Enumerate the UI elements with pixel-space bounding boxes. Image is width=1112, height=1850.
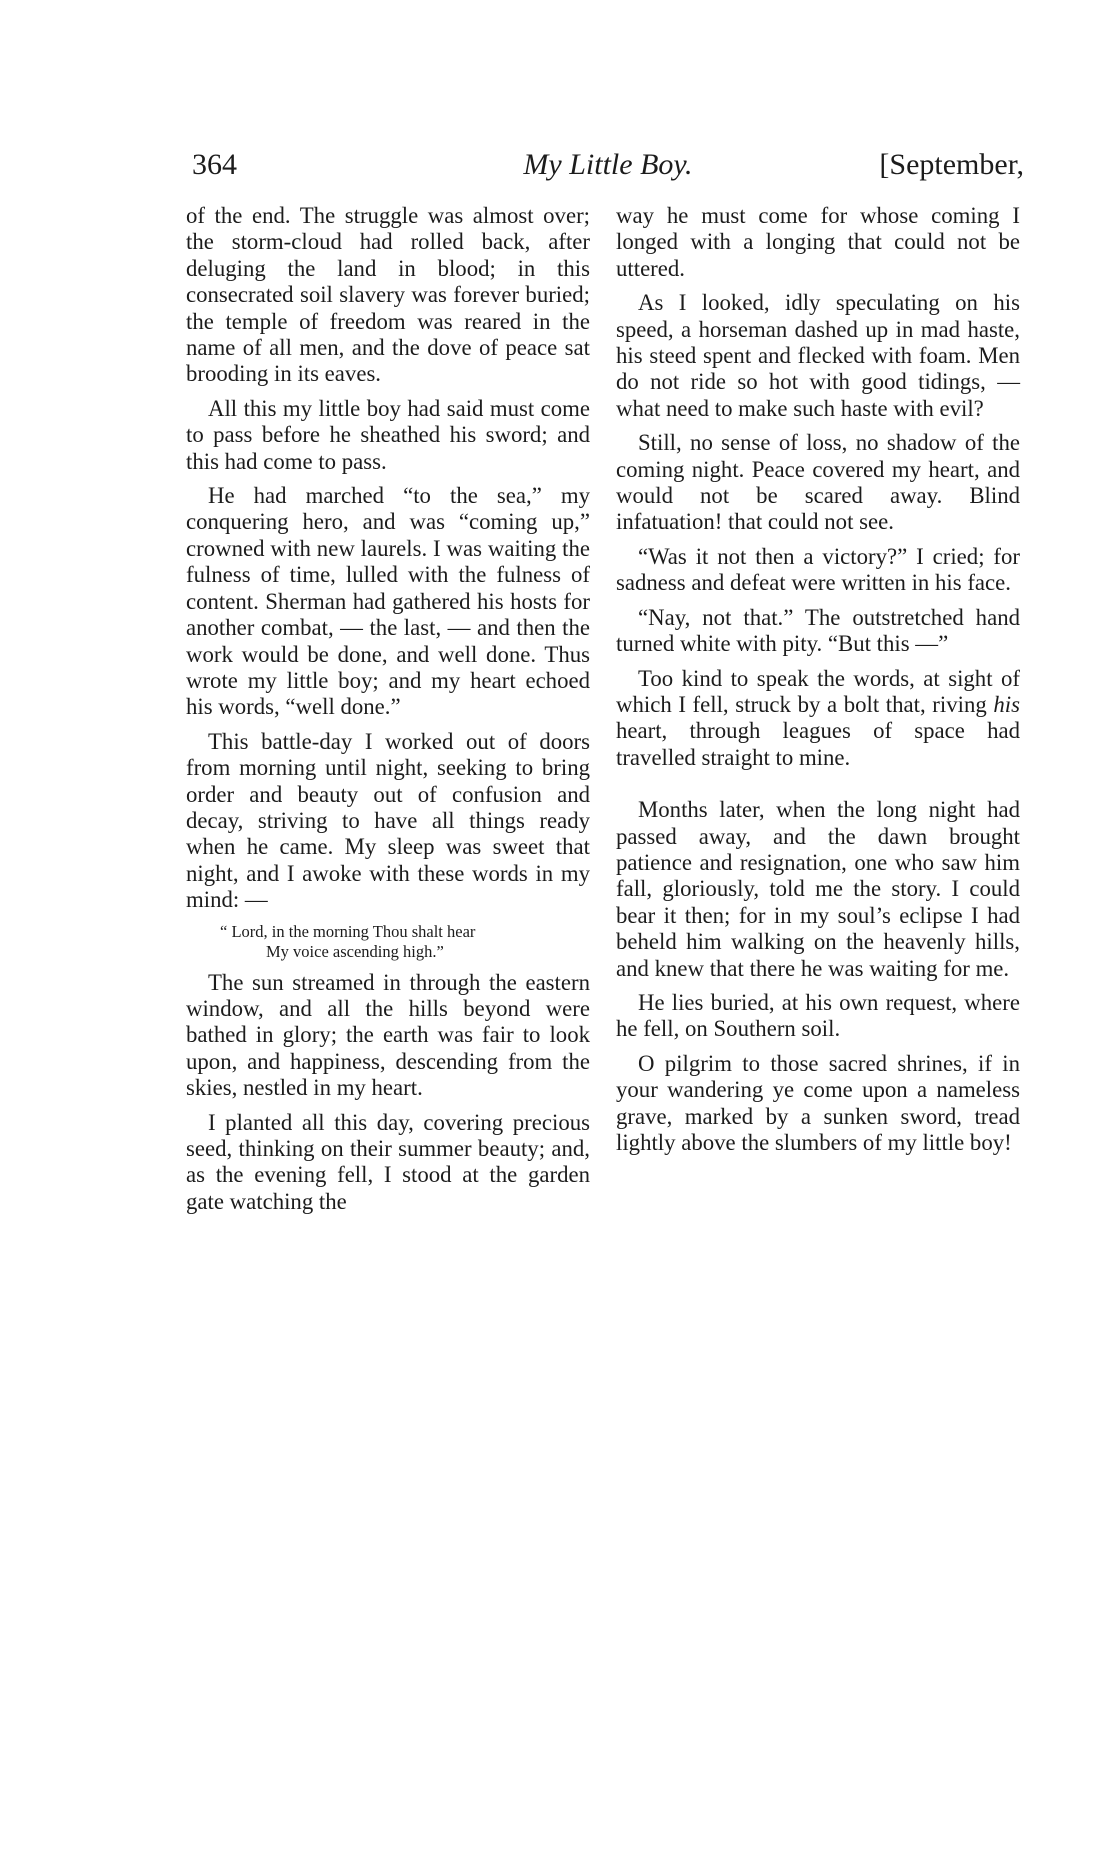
paragraph: O pilgrim to those sacred shrines, if in your wandering ye come upon a nameless grave, marked by a sunken sword, tread lightly above the slumbers of my little boy! — [616, 1050, 1020, 1155]
paragraph: He lies buried, at his own request, where he fell, on Southern soil. — [616, 989, 1020, 1042]
emphasis: his — [993, 691, 1020, 717]
page-header — [192, 148, 1024, 188]
right-column — [616, 203, 1020, 1164]
paragraph: He had marched “to the sea,” my conquering hero, and was “coming up,” crowned with new laurels. I was waiting the fulness of time, lulled with the fulness of content. Sherman had gathered his hosts for another combat, — the last, — and then the work would be done, and well done. Thus wrote my little boy; and my heart echoed his words, “well done.” — [186, 483, 590, 720]
paragraph — [616, 666, 1020, 772]
paragraph: “Nay, not that.” The outstretched hand turned white with pity. “But this —” — [616, 604, 1020, 657]
paragraph: I planted all this day, covering precious seed, thinking on their summer beauty; and, as the evening fell, I stood at the garden gate watching the — [186, 1109, 590, 1214]
paragraph: way he must come for whose coming I longed with a longing that could not be uttered. — [616, 203, 1020, 281]
paragraph: This battle-day I worked out of doors from morning until night, seeking to bring order and beauty out of confusion and decay, striving to have all things ready when he came. My sleep was sweet that night, and I awoke with these words in my mind: — — [186, 728, 590, 913]
paragraph: Months later, when the long night had passed away, and the dawn brought patience and resignation, one who saw him fall, gloriously, told me the story. I could bear it then; for in my soul’s eclipse I had beheld him walking on the heavenly hills, and knew that there he was waiting for me. — [616, 797, 1020, 981]
running-title: My Little Boy. — [523, 148, 693, 181]
paragraph: As I looked, idly speculating on his speed, a horseman dashed up in mad haste, his steed spent and flecked with foam. Men do not ride so hot with good tidings, — what need to make such haste with evil? — [616, 290, 1020, 421]
paragraph-text: Too kind to speak the words, at sight of which I fell, struck by a bolt that, riving — [616, 665, 1020, 717]
paragraph: The sun streamed in through the eastern window, and all the hills beyond were bathed in glory; the earth was fair to look upon, and happiness, descending from the skies, nestled in my heart. — [186, 969, 590, 1101]
paragraph: Still, no sense of loss, no shadow of the coming night. Peace covered my heart, and would not be scared away. Blind infatuation! that could not see. — [616, 430, 1020, 535]
paragraph: of the end. The struggle was almost over; the storm-cloud had rolled back, after deluging the land in blood; in this consecrated soil slavery was forever buried; the temple of freedom was reared in the name of all men, and the dove of peace sat brooding in its eaves. — [186, 203, 590, 387]
verse-line: My voice ascending high.” — [266, 941, 444, 961]
paragraph: “Was it not then a victory?” I cried; for sadness and defeat were written in his face. — [616, 543, 1020, 596]
running-month: [September, — [879, 148, 1024, 181]
left-column — [186, 203, 590, 1223]
paragraph-text: heart, through leagues of space had travelled straight to mine. — [616, 718, 1020, 770]
verse-quote — [186, 922, 590, 962]
verse-line: “ Lord, in the morning Thou shalt hear — [220, 921, 476, 941]
paragraph: All this my little boy had said must come to pass before he sheathed his sword; and this had come to pass. — [186, 395, 590, 474]
page-number: 364 — [192, 148, 237, 181]
